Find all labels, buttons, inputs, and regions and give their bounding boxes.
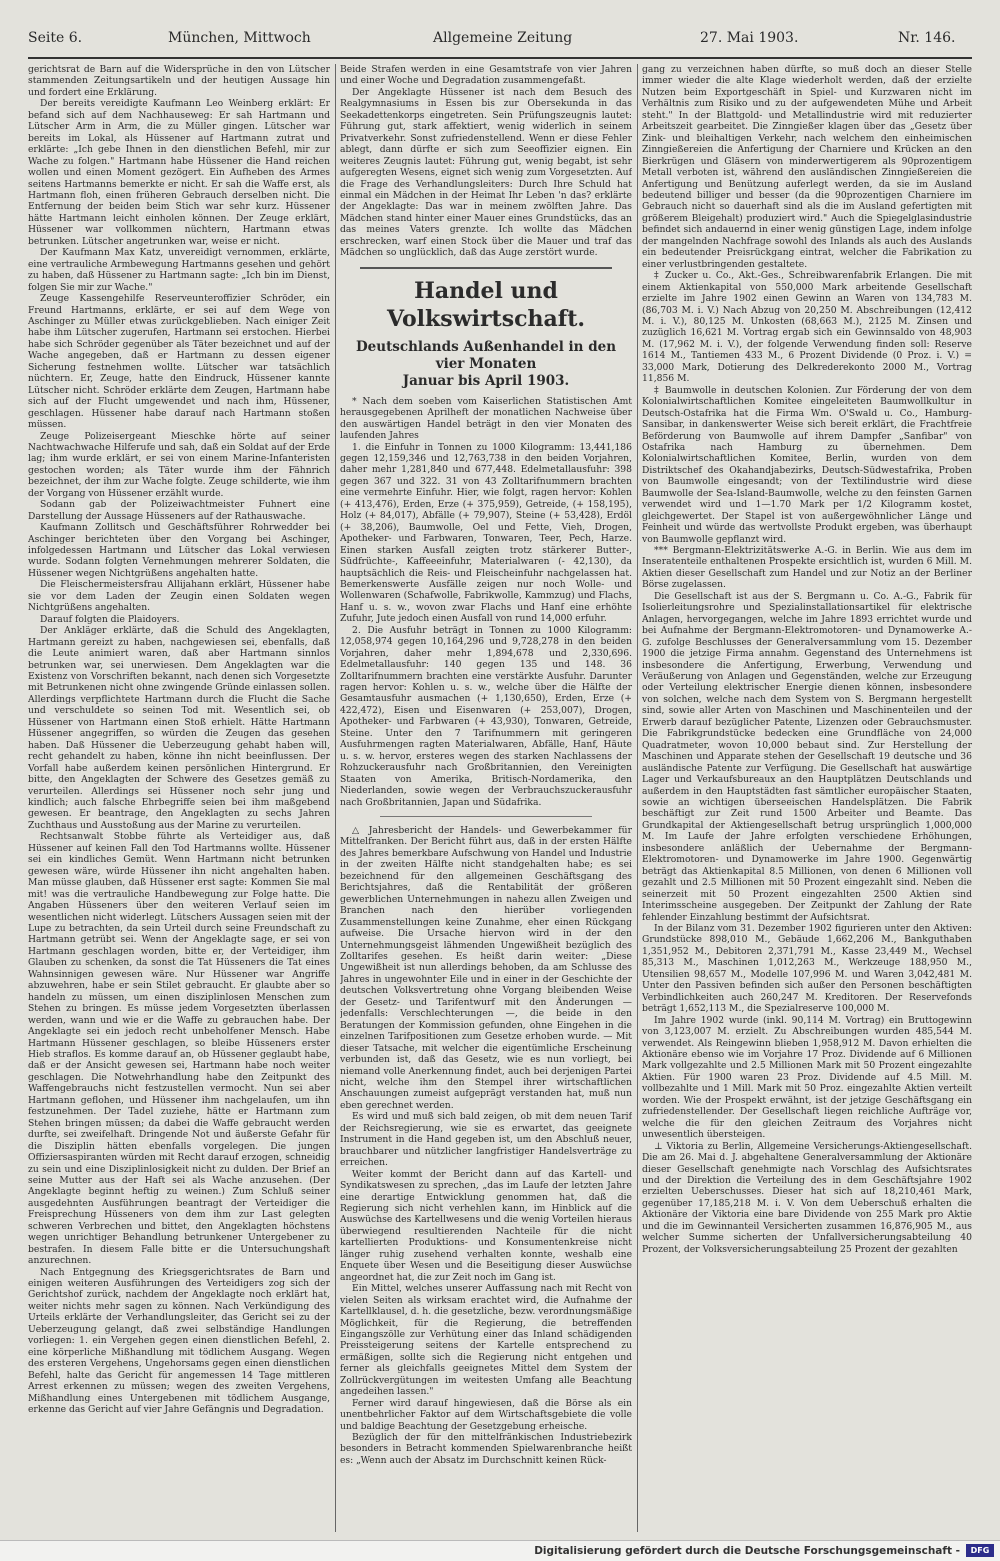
- paragraph: gerichtsrat de Barn auf die Widersprüche in den von Lütscher stammenden Zeitungsartikeln und der heutigen Aussage hin und fordert eine Erklärung.: [28, 64, 330, 98]
- paragraph: Darauf folgten die Plaidoyers.: [40, 613, 180, 625]
- column-2: [340, 64, 632, 1532]
- paragraph: Sodann gab der Polizeiwachtmeister Fuhnert eine Darstellung der Aussage Hüsseners auf der Rathauswache.: [28, 499, 330, 522]
- paragraph: ‡ Zucker u. Co., Akt.-Ges., Schreibwarenfabrik Erlangen. Die mit einem Aktienkapital von 550,000 Mark arbeitende Gesellschaft erzielte im Jahre 1902 einen Gewinn an Waren von 134,783 M. (86,703 M. i. V.) Nach Abzug von 20,250 M. Abschreibungen (12,412 M. i. V.), 80,125 M. Unkosten (68,663 M.), 2125 M. Zinsen und zuzüglich 16,621 M. Vortrag ergab sich ein Gewinnsaldo von 48,903 M. (17,962 M. i. V.), der folgende Verwendung finden soll: Reserve 1614 M., Tantiemen 433 M., 6 Prozent Dividende (0 Proz. i. V.) = 33,000 Mark, Dotierung des Delkrederekonto 2000 M., Vortrag 11,856 M.: [642, 270, 972, 385]
- paper-title: Allgemeine Zeitung: [433, 30, 573, 46]
- paragraph: Zeuge Kassengehilfe Reserveunteroffizier Schröder, ein Freund Hartmanns, erklärte, er sei auf dem Wege von Aschinger zu Müller etwas zurückgeblieben. Nach einiger Zeit habe ihm Lütscher zugerufen, Hartmann sei erstochen. Hierbei habe sich Schröder gegenüber als Täter bezeichnet und auf der Wache angegeben, daß er Hartmann zu dessen eigener Sicherung festnehmen wollte. Lütscher war tatsächlich nüchtern. Er, Zeuge, hatte den Eindruck, Hüssener kannte Lütscher nicht. Schröder erklärte dem Zeugen, Hartmann habe sich auf der Flucht umgewendet und nach ihm, Hüssener, geschlagen. Hüssener habe darauf nach Hartmann stoßen müssen.: [28, 293, 330, 431]
- section-rule: [360, 267, 612, 269]
- paragraph: ⊥ Viktoria zu Berlin, Allgemeine Versicherungs-Aktiengesellschaft. Die am 26. Mai d. J. abgehaltene Generalversammlung der Aktionäre dieser Gesellschaft genehmigte nach Vorschlag des Aufsichtsrates und der Direktion die Verteilung des in dem Geschäftsjahre 1902 erzielten Ueberschusses. Dieser hat sich auf 18,210,461 Mark, gegenüber 17,185,218 M. i. V. Von dem Ueberschuß erhalten die Aktionäre der Viktoria eine bare Dividende von 255 Mark pro Aktie und die im Gewinnanteil Versicherten zusammen 16,876,905 M., aus welcher Summe sicherten der Unfallversicherungsabteilung 40 Prozent, der Volksversicherungsabteilung 25 Prozent der gezahlten: [642, 1140, 972, 1255]
- paragraph: Bezüglich der für den mittelfränkischen Industriebezirk besonders in Betracht kommenden Spielwarenbranche heißt es: „Wenn auch der Absatz im Durchschnitt keinen Rück-: [340, 1432, 632, 1466]
- paragraph: Beide Strafen werden in eine Gesamtstrafe von vier Jahren und einer Woche und Degradation zusammengefaßt.: [340, 64, 632, 87]
- column-3: [642, 64, 972, 1532]
- paragraph: 2. Die Ausfuhr beträgt in Tonnen zu 1000 Kilogramm: 12,058,974 gegen 10,164,296 und 9,728,278 in den beiden Vorjahren, daher mehr 1,894,678 und 2,330,696. Edelmetallausfuhr: 140 gegen 135 und 148. 36 Zolltarifnummern brachten eine verstärkte Ausfuhr. Darunter ragen hervor: Kohlen u. s. w., welche über die Hälfte der Gesamtausfuhr ausmachen (+ 1,130,650), Erden, Erze (+ 422,472), Eisen und Eisenwaren (+ 253,007), Drogen, Apotheker- und Farbwaren (+ 43,930), Tonwaren, Getreide, Steine. Unter den 7 Tarifnummern mit geringeren Ausfuhrmengen ragten Materialwaren, Abfälle, Hanf, Häute u. s. w. hervor, ersteres wegen des starken Nachlassens der Rohzuckerausfuhr nach Großbritannien, den Vereinigten Staaten von Amerika, Britisch-Nordamerika, den Niederlanden, sowie wegen der Verbrauchszuckerausfuhr nach Großbritannien, Japan und Südafrika.: [340, 624, 632, 808]
- paragraph: Im Jahre 1902 wurde (inkl. 90,114 M. Vortrag) ein Bruttogewinn von 3,123,007 M. erzielt. Zu Abschreibungen wurden 485,544 M. verwendet. Als Reingewinn blieben 1,958,912 M. Davon erhielten die Aktionäre ebenso wie im Vorjahre 17 Proz. Dividende auf 6 Millionen Mark vollgezahlte und 2.5 Millionen Mark mit 50 Prozent eingezahlte Aktien. Für 1900 waren 23 Proz. Dividende auf 4.5 Mill. M. vollbezahlte und 1 Mill. Mark mit 50 Proz. eingezahlte Aktien verteilt worden. Wie der Prospekt erwähnt, ist der jetzige Geschäftsgang ein zufriedenstellender. Der Gesellschaft liegen reichliche Aufträge vor, welche die für den gleichen Zeitraum des Vorjahres nicht unwesentlich übersteigen.: [642, 1014, 972, 1141]
- masthead: [28, 30, 972, 52]
- paragraph: gang zu verzeichnen haben dürfte, so muß doch an dieser Stelle immer wieder die alte Klage wiederholt werden, daß der erzielte Nutzen beim Exportgeschäft in Spiel- und Kurzwaren nicht im Verhältnis zum Risiko und zu der aufgewendeten Mühe und Arbeit steht." In der Blattgold- und Metallindustrie wird mit reduzierter Arbeitszeit gearbeitet. Die Zinngießer klagen über das „Gesetz über Zink- und bleihaltigen Verkehr, nach welchem den einheimischen Zinngießereien die Anfertigung der Charniere und Krücken an den Bierkrügen und Gläsern von minderwertigerem als 90prozentigem Metall verboten ist, während den ausländischen Zinngießereien die Anfertigung und Benützung auferlegt werden, da sie im Ausland bedeutend billiger und besser (da die 90prozentigen Charniere im Gebrauch nicht so dauerhaft sind als die im Ausland gefertigten mit größerem Bleigehalt) produziert wird." Auch die Spiegelglasindustrie befindet sich andauernd in einer wenig günstigen Lage, indem infolge der mangelnden Nachfrage sowohl des Inlands als auch des Auslands ein bedeutender Preisrückgang eintrat, welcher die Fabrikation zu einer verlustbringenden gestaltete.: [642, 64, 972, 270]
- paragraph: ‡ Baumwolle in deutschen Kolonien. Zur Förderung der von dem Kolonialwirtschaftlichen Komitee eingeleiteten Baumwollkultur in Deutsch-Ostafrika hat die Firma Wm. O'Swald u. Co., Hamburg-Sansibar, in dankenswerter Weise sich bereit erklärt, die Frachtfreie Beförderung von Baumwolle auf ihrem Dampfer „Sanfibar" von Ostafrika nach Hamburg zu übernehmen. Dem Kolonialwirtschaftlichen Komitee, Berlin, wurden von dem Distriktschef des Okahandjabezirks, Deutsch-Südwestafrika, Proben von Baumwolle eingesandt; von der Textilindustrie wird diese Baumwolle der Sea-Island-Baumwolle, welche zu den feinsten Garnen verwendet wird und 1—1.70 Mark per 1/2 Kilogramm kostet, gleichgewertet. Der Stapel ist von außergewöhnlicher Länge und Feinheit und würde das wertvollste Produkt ergeben, was überhaupt von Baumwolle gepflanzt wird.: [642, 384, 972, 545]
- paragraph: Ein Mittel, welches unserer Auffassung nach mit Recht von vielen Seiten als wirksam erachtet wird, die Aufnahme der Kartellklausel, d. h. die gesetzliche, bezw. verordnungsmäßige Möglichkeit, für die Regierung, die betreffenden Eingangszölle zur Verhütung einer das Inland schädigenden Preissteigerung seitens der Kartelle entsprechend zu ermäßigen, sollte sich die Regierung nicht entgehen und ferner als gleichfalls geeignetes Mittel dem System der Zollrückvergütungen im weitesten Umfang alle Beachtung angedeihen lassen.": [340, 1283, 632, 1398]
- paragraph: Es wird und muß sich bald zeigen, ob mit dem neuen Tarif der Reichsregierung, wie sie es erwartet, das geeignete Instrument in die Hand gegeben ist, um den Abschluß neuer, brauchbarer und nützlicher langfristiger Handelsverträge zu erreichen.: [340, 1111, 632, 1169]
- paragraph: Der Ankläger erklärte, daß die Schuld des Angeklagten, Hartmann gereizt zu haben, nachgewiesen sei, ebenfalls, daß die Leute animiert waren, daß aber Hartmann sinnlos betrunken war, sei unerwiesen. Dem Angeklagten war die Existenz von Vorschriften bekannt, nach denen sich Vorgesetzte mit Betrunkenen nicht ohne zwingende Gründe einlassen sollen. Allerdings verpflichtete Hartmann durch die Flucht die Sache und verschuldete so seinen Tod mit. Wesentlich sei, ob Hüssener von Hartmann einen Stoß erhielt. Hätte Hartmann Hüssener angegriffen, so würden die Zeugen das gesehen haben. Daß Hüssener die Ueberzeugung gehabt haben will, recht gehandelt zu haben, könne ihn nicht beeinflussen. Der Vorfall habe außerdem keinen persönlichen Hintergrund. Er bitte, den Angeklagten der Schwere des Gesetzes gemäß zu verurteilen. Allerdings sei Hüssener noch sehr jung und kindlich; auch falsche Ehrbegriffe seien bei ihm maßgebend gewesen. Er beantrage, den Angeklagten zu sechs Jahren Zuchthaus und Ausstoßung aus der Marine zu verurteilen.: [28, 625, 330, 831]
- paragraph: In der Bilanz vom 31. Dezember 1902 figurieren unter den Aktiven: Grundstücke 898,010 M., Gebäude 1,662,206 M., Bankguthaben 1,351,952 M., Debitoren 2,371,791 M., Kasse 23,449 M., Wechsel 85,313 M., Maschinen 1,012,263 M., Werkzeuge 188,950 M., Utensilien 98,657 M., Modelle 107,996 M. und Waren 3,042,481 M. Unter den Passiven befinden sich außer den Personen beschäftigten Verbindlichkeiten auch 260,247 M. Kreditoren. Der Reservefonds beträgt 1,652,113 M., die Spezialreserve 100,000 M.: [642, 922, 972, 1015]
- issue-number: Nr. 146.: [898, 30, 956, 46]
- section-heading: Handel und Volkswirtschaft.: [386, 277, 586, 332]
- place-date: München, Mittwoch: [168, 30, 311, 46]
- paragraph: * Nach dem soeben vom Kaiserlichen Statistischen Amt herausgegebenen Aprilheft der monatlichen Nachweise über den auswärtigen Handel beträgt in den vier Monaten des laufenden Jahres: [340, 395, 632, 442]
- paragraph: Die Fleischermeistersfrau Allijahann erklärt, Hüssener habe sie vor dem Laden der Zeugin einen Soldaten wegen Nichtgrüßens angehalten.: [28, 579, 330, 614]
- article-headline: Deutschlands Außenhandel in den vier Monaten: [355, 338, 617, 372]
- article-rule: [380, 816, 592, 817]
- paragraph: Zeuge Polizeisergeant Mieschke hörte auf seiner Nachtwachwache Hilferufe und sah, daß ein Soldat auf der Erde lag; ihm wurde erklärt, er sei von einem Marine-Infanteristen gestochen worden; als Täter wurde ihm der Fähnrich bezeichnet, der ihm zur Wache folgte. Zeuge schilderte, wie ihm der Vorgang von Hüssener erzählt wurde.: [28, 430, 330, 499]
- dfg-logo: DFG: [966, 1544, 994, 1557]
- paragraph: Der Angeklagte Hüssener ist nach dem Besuch des Realgymnasiums in Essen bis zur Obersekunda in das Seekadettenkorps eingetreten. Sein Prüfungszeugnis lautet: Führung gut, stark affektiert, wenig widerlich in seinem Privatverkehr. Sonst zufriedenstellend. Wenn er diese Fehler ablegt, dann dürfte er sich zum Seeoffizier eignen. Ein weiteres Zeugnis lautet: Führung gut, wenig begabt, ist sehr aufgeregten Wesens, eignet sich wenig zum Vorgesetzten. Auf die Frage des Verhandlungsleiters: Durch Ihre Schuld hat einmal ein Mädchen in der Heimat Ihr Leben 'n das? erklärte der Angeklagte: Das war in meinem zwölften Jahre. Das Mädchen stand hinter einer Mauer eines Grundstücks, das an das meines Vaters grenzte. Ich wollte das Mädchen erschrecken, warf einen Stock über die Mauer und traf das Mädchen so unglücklich, daß das Auge zerstört wurde.: [340, 86, 632, 259]
- page-number: Seite 6.: [28, 30, 83, 46]
- column-rule: [637, 64, 638, 1532]
- paragraph: *** Bergmann-Elektrizitätswerke A.-G. in Berlin. Wie aus dem im Inseratenteile enthaltenen Prospekte ersichtlich ist, wurden 6 Mill. M. Aktien dieser Gesellschaft zum Handel und zur Notiz an der Berliner Börse zugelassen.: [642, 545, 972, 591]
- masthead-rule: [28, 57, 972, 59]
- paragraph: Weiter kommt der Bericht dann auf das Kartell- und Syndikatswesen zu sprechen, „das im Laufe der letzten Jahre eine derartige Entwicklung genommen hat, daß die Regierung sich nicht verhehlen kann, im Hinblick auf die Auswüchse des Kartellwesens und die wenig Vorteilen hieraus überwiegend resultierenden Nachteile für die nicht kartellierten Produktions- und Konsumentenkreise nicht länger ruhig zusehend verhalten konnte, weshalb eine Enquete über Wesen und die Beseitigung dieser Auswüchse angeordnet hat, die zur Zeit noch im Gang ist.: [340, 1168, 632, 1283]
- digitization-footer: [0, 1540, 1000, 1561]
- article-subheadline: Januar bis April 1903.: [402, 372, 570, 389]
- paragraph: Die Gesellschaft ist aus der S. Bergmann u. Co. A.-G., Fabrik für Isolierleitungsrohre und Spezialinstallationsartikel für elektrische Anlagen, hervorgegangen, welche im Jahre 1893 errichtet wurde und bei Aufnahme der Bergmann-Elektromotoren- und Dynamowerke A.-G. zufolge Beschlusses der Generalversammlung vom 15. Dezember 1900 die jetzige Firma annahm. Gegenstand des Unternehmens ist insbesondere die Anfertigung, Erwerbung, Verwendung und Veräußerung von Anlagen und Gegenständen, welche zur Erzeugung oder Verteilung elektrischer Energie dienen können, insbesondere von solchen, welche nach dem System von S. Bergmann hergestellt sind, sowie aller Arten von Maschinen und Maschinenteilen und der Erwerb darauf bezüglicher Patente, Lizenzen oder Gebrauchsmuster. Die Fabrikgrundstücke bedecken eine Grundfläche von 24,000 Quadratmeter, wovon 10,000 bebaut sind. Zur Herstellung der Maschinen und Apparate stehen der Gesellschaft 19 deutsche und 36 ausländische Patente zur Verfügung. Die Gesellschaft hat auswärtige Lager und Verkaufsbureaux an den Hauptplätzen Deutschlands und außerdem in den Hauptstädten fast sämtlicher europäischer Staaten, sowie an wichtigen überseeischen Handelsplätzen. Die Fabrik beschäftigt zur Zeit rund 1500 Arbeiter und Beamte. Das Grundkapital der Aktiengesellschaft betrug ursprünglich 1,000,000 M. Im Laufe der Jahre erfolgten verschiedene Erhöhungen, insbesondere anläßlich der Uebernahme der Bergmann-Elektromotoren- und Dynamowerke im Jahre 1900. Gegenwärtig beträgt das Aktienkapital 8.5 Millionen, von denen 6 Millionen voll gezahlt und 2.5 Millionen mit 50 Prozent eingezahlt sind. Neben die seinerzeit mit 50 Prozent eingezahlten 2500 Aktien sind Interimsscheine ausgegeben. Der Zeitpunkt der Zahlung der Rate fehlender Einzahlung bestimmt der Aufsichtsrat.: [642, 590, 972, 923]
- paragraph: Rechtsanwalt Stobbe führte als Verteidiger aus, daß Hüssener auf keinen Fall den Tod Hartmanns wollte. Hüssener sei ein kindliches Gemüt. Wenn Hartmann nicht betrunken gewesen wäre, würde Hüssener ihn nicht angehalten haben. Man müsse glauben, daß Hüssener erst sagte: Kommen Sie mal mit! was die vertrauliche Handbewegung zur Folge hatte. Die Angaben Hüsseners über den weiteren Verlauf seien im wesentlichen nicht widerlegt. Lütschers Aussagen seien mit der Lupe zu betrachten, da sein Urteil durch seine Freundschaft zu Hartmann getrübt sei. Wenn der Angeklagte sage, er sei von Hartmann geschlagen worden, bitte er, der Verteidiger, ihm Glauben zu schenken, da sonst die Tat Hüsseners die Tat eines Wahnsinnigen gewesen wäre. Nur Hüssener war Angriffe abzuwehren, habe er sein Stilet gebraucht. Er glaubte aber so handeln zu müssen, um einen disziplinlosen Menschen zum Stehen zu bringen. Es müsse jedem Vorgesetzten überlassen werden, wann und wie er die Waffe zu gebrauchen habe. Der Angeklagte sei ein jedoch recht unbeholfener Mensch. Habe Hartmann Hüssener geschlagen, so bleibe Hüsseners erster Hieb straflos. Es komme darauf an, ob Hüssener geglaubt habe, daß er der Ansicht gewesen sei, Hartmann habe noch weiter geschlagen. Die Notwehrhandlung habe den Zeitpunkt des Waffengebrauchs nicht festzustellen vermocht. Nun sei aber Hartmann geflohen, und Hüssener ihm nachgelaufen, um ihn festzunehmen. Der Tadel zuziehe, hätte er Hartmann zum Stehen bringen müssen; da dabei die Waffe gebraucht werden durfte, sei zweifelhaft. Dringende Not und äußerste Gefahr für die Disziplin hätten ebenfalls vorgelegen. Die jungen Offiziersaspiranten würden mit Recht darauf erzogen, schneidig zu sein und eine Disziplinlosigkeit nicht zu dulden. Der Brief an seine Mutter aus der Haft sei als Wache anzusehen. (Der Angeklagte beginnt heftig zu weinen.) Zum Schluß seiner ausgedehnten Ausführungen beantragt der Verteidiger die Freisprechung Hüsseners von dem ihm zur Last gelegten schweren Verbrechen und bittet, den Angeklagten höchstens wegen unrichtiger Behandlung betrunkener Untergebener zu bestrafen. In diesem Falle bitte er die Untersuchungshaft anzurechnen.: [28, 831, 330, 1267]
- paragraph: △ Jahresbericht der Handels- und Gewerbekammer für Mittelfranken. Der Bericht führt aus, daß in der ersten Hälfte des Jahres bemerkbare Aufschwung von Handel und Industrie in der zweiten Hälfte nicht standgehalten habe; es sei bezeichnend für den allgemeinen Geschäftsgang des Berichtsjahres, daß die Rentabilität der größeren gewerblichen Unternehmungen in nahezu allen Zweigen und Branchen nach den hierüber vorliegenden Zusammenstellungen keine Zunahme, eher einen Rückgang aufweise. Die Ursache hiervon wird in der den Unternehmungsgeist lähmenden Ungewißheit bezüglich des Zolltarifes gesehen. Es heißt darin weiter: „Diese Ungewißheit ist nun allerdings behoben, da am Schlusse des Jahres in ungewohnter Eile und in einer in der Geschichte der deutschen Volksvertretung ohne Vorgang bleibenden Weise der Gesetz- und Tarifentwurf mit den Änderungen — jedenfalls: Verschlechterungen —, die beide in den Beratungen der Kommission gefunden, ohne Eingehen in die einzelnen Tarifpositionen zum Gesetze erhoben wurde. — Mit dieser Tatsache, mit welcher die eigentümliche Erscheinung verbunden ist, daß das Gesetz, wie es nun vorliegt, bei niemand volle Anerkennung findet, auch bei derjenigen Partei nicht, welche ihm den Stempel ihrer wirtschaftlichen Anschauungen zumeist aufgeprägt verstanden hat, muß nun eben gerechnet werden.: [340, 825, 632, 1111]
- footer-credit: Digitalisierung gefördert durch die Deutsche Forschungsgemeinschaft -: [534, 1545, 960, 1557]
- issue-date: 27. Mai 1903.: [700, 30, 799, 46]
- paragraph: 1. die Einfuhr in Tonnen zu 1000 Kilogramm: 13,441,186 gegen 12,159,346 und 12,763,738 in den beiden Vorjahren, daher mehr 1,281,840 und 677,448. Edelmetallausfuhr: 398 gegen 367 und 322. 31 von 43 Zolltarifnummern brachten eine vermehrte Einfuhr. Hier, wie folgt, ragen hervor: Kohlen (+ 413,476), Erden, Erze (+ 375,959), Getreide, (+ 158,195), Holz (+ 84,017), Abfälle (+ 79,907), Steine (+ 53,428), Erdöl (+ 38,206), Baumwolle, Oel und Fette, Vieh, Drogen, Apotheker- und Farbwaren, Tonwaren, Teer, Pech, Harze. Einen starken Ausfall zeigten trotz stärkerer Butter-, Südfrüchte-, Kaffeeeinfuhr, Materialwaren (- 42,130), da hauptsächlich die Reis- und Fleischeinfuhr nachgelassen hat. Bemerkenswerte Ausfälle zeigen nur noch Wolle- und Wollenwaren (Schafwolle, Fabrikwolle, Kammzug) und Flachs, Hanf u. s. w., wovon zwar Flachs und Hanf eine erhöhte Zufuhr, Jute jedoch einen Ausfall von rund 14,000 erfuhr.: [340, 441, 632, 625]
- column-rule: [335, 64, 336, 1532]
- paragraph: Ferner wird darauf hingewiesen, daß die Börse als ein unentbehrlicher Faktor auf dem Wirtschaftsgebiete die volle und baldige Beachtung der Gesetzgebung erheische.: [340, 1397, 632, 1432]
- paragraph: Der bereits vereidigte Kaufmann Leo Weinberg erklärt: Er befand sich auf dem Nachhauseweg: Er sah Hartmann und Lütscher Arm in Arm, die zu Müller gingen. Lütscher war bereits im Lokal, als Hüssener auf Hartmann zutrat und erklärte: „Ich gebe Ihnen in den dienstlichen Befehl, mir zur Wache zu folgen." Hartmann habe Hüssener die Hand reichen wollen und einen Moment gezögert. Ein Aufheben des Armes seitens Hartmanns bemerkte er nicht. Er sah die Waffe erst, als Hartmann floh, einen früheren Gebrauch derselben nicht. Die Entfernung der beiden beim Stich war sehr kurz. Hüssener hätte Hartmann leicht einholen können. Der Zeuge erklärt, Hüssener war vollkommen nüchtern, Hartmann etwas betrunken. Lütscher angetrunken war, weise er nicht.: [28, 98, 330, 247]
- paragraph: Der Kaufmann Max Katz, unvereidigt vernommen, erklärte, eine vertrauliche Armbewegung Hartmanns gesehen und gehört zu haben, daß Hüssener zu Hartmann sagte: „Ich bin im Dienst, folgen Sie mir zur Wache.": [28, 247, 330, 293]
- paragraph: Kaufmann Zollitsch und Geschäftsführer Rohrwedder bei Aschinger berichteten über den Vorgang bei Aschinger, infolgedessen Hartmann und Lütscher das Lokal verwiesen wurde. Sodann folgten Vernehmungen mehrerer Soldaten, die Hüssener wegen Nichtgrüßens angehalten hatte.: [28, 522, 330, 579]
- paragraph: Nach Entgegnung des Kriegsgerichtsrates de Barn und einigen weiteren Ausführungen des Verteidigers zog sich der Gerichtshof zurück, nachdem der Angeklagte noch erklärt hat, weiter nichts mehr sagen zu können. Nach Verkündigung des Urteils erklärte der Verhandlungsleiter, das Gericht sei zu der Ueberzeugung gelangt, daß zwei selbständige Handlungen vorliegen: 1. ein Vergehen gegen einen dienstlichen Befehl, 2. eine körperliche Mißhandlung mit tödlichem Ausgang. Wegen des ersteren Vergehens, Ungehorsams gegen einen dienstlichen Befehl, halte das Gericht für angemessen 14 Tage mittleren Arrest erkennen zu müssen; wegen des zweiten Vergehens, Mißhandlung eines Untergebenen mit tödlichem Ausgange, erkenne das Gericht auf vier Jahre Gefängnis und Degradation.: [28, 1266, 330, 1416]
- column-1: [28, 64, 330, 1532]
